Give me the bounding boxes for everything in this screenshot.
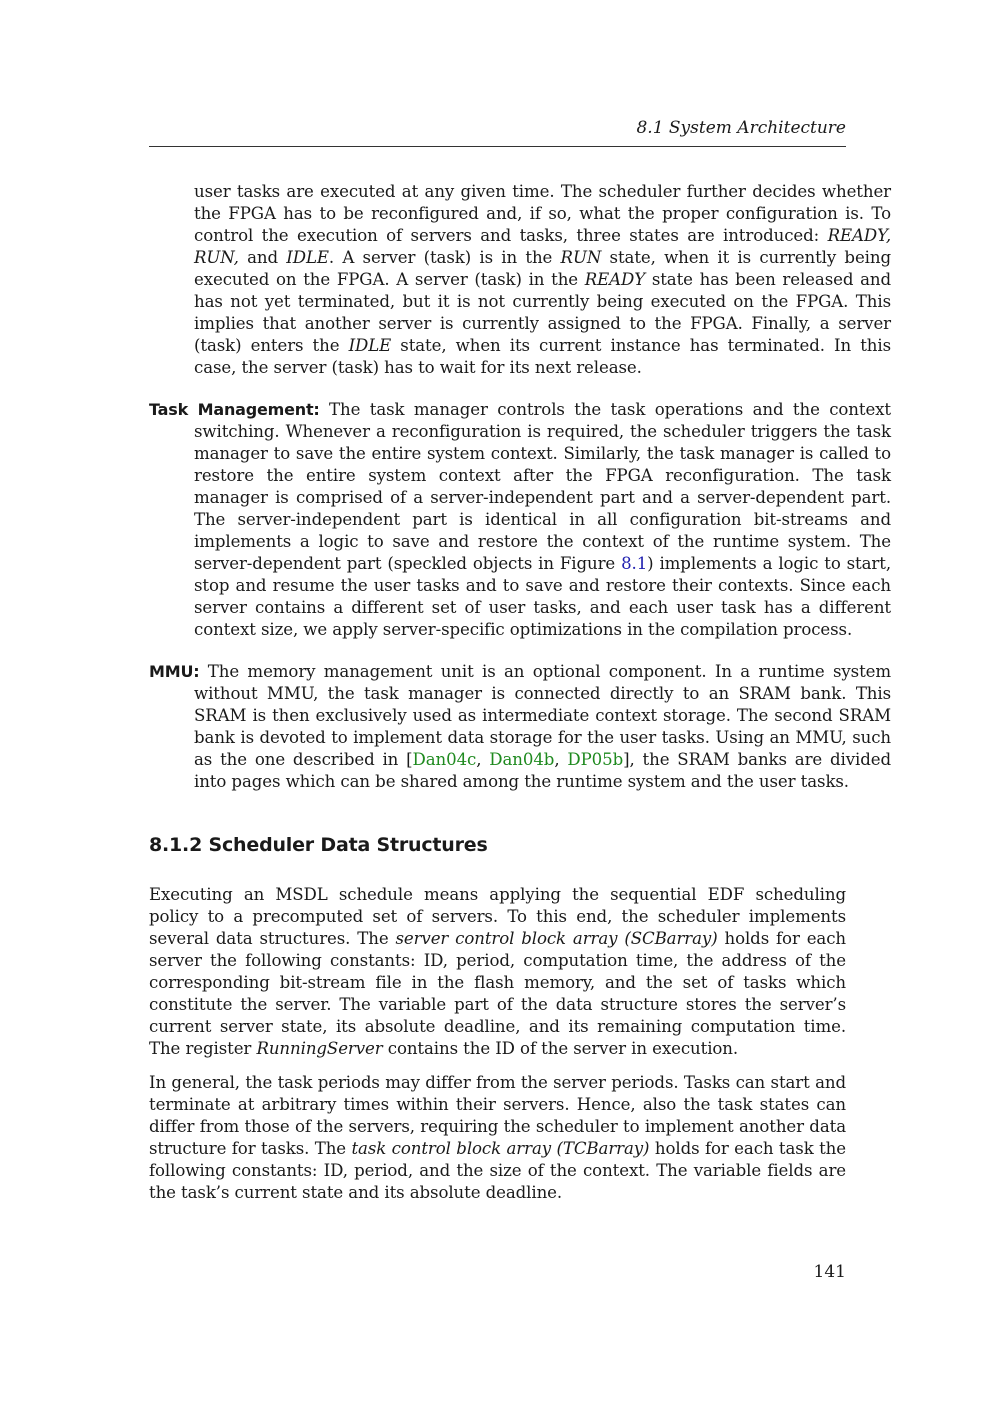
text-run: ], the SRAM banks are divided into pages which can be shared among the runtime system and the user tasks.: [194, 750, 891, 791]
figure-reference-link[interactable]: 8.1: [621, 554, 648, 573]
citation-link[interactable]: Dan04c: [412, 750, 477, 769]
body-paragraph: [149, 884, 846, 1060]
state-run: RUN: [560, 248, 602, 267]
text-run: The task manager controls the task operations and the context switching. Whenever a reconfiguration is required, the scheduler triggers the task manager to save the entire system context. Similarly, the task manager is called to restore the entire system context after the FPGA reconfiguration. The task manager is comprised of a server-independent part and a server-dependent part. The server-independent part is identical in all configuration bit-streams and implements a logic to save and restore the context of the runtime system. The server-dependent part (speckled objects in Figure: [194, 400, 892, 573]
citation-link[interactable]: Dan04b: [489, 750, 555, 769]
text-run: state, when its current instance has terminated. In this case, the server (task) has to wait for its next release.: [194, 336, 891, 377]
running-server-term: RunningServer: [256, 1039, 383, 1058]
scb-term: server control block array (SCBarray): [395, 929, 718, 948]
text-run: user tasks are executed at any given time. The scheduler further decides whether the FPGA has to be reconfigured and, if so, what the proper configuration is. To control the execution of servers and tasks, three states are introduced:: [194, 182, 891, 245]
page-number: 141: [813, 1262, 846, 1282]
text-run: ,: [476, 750, 490, 769]
citation-link[interactable]: DP05b: [567, 750, 624, 769]
body-paragraph: [149, 1072, 846, 1204]
text-run: In general, the task periods may differ from the server periods. Tasks can start and terminate at arbitrary times within their servers. Hence, also the task states can differ from those of the servers, requiring the scheduler to implement another data structure for tasks. The: [149, 1073, 846, 1158]
text-run: ,: [554, 750, 568, 769]
text-run: and: [238, 248, 287, 267]
mmu-item: [149, 661, 891, 793]
text-run: holds for each server the following constants: ID, period, computation time, the address of the corresponding bit-stream file in the flash memory, and the set of tasks which constitute the server. The variable part of the data structure stores the server’s current server state, its absolute deadline, and its remaining computation time. The register: [149, 929, 846, 1058]
text-run: ) implements a logic to start, stop and resume the user tasks and to save and restore their contexts. Since each server contains a different set of user tasks, and each user task has a different context size, we apply server-specific optimizations in the compilation process.: [194, 554, 891, 639]
task-management-item: [149, 399, 891, 641]
text-run: holds for each task the following constants: ID, period, and the size of the context. The variable fields are the task’s current state and its absolute deadline.: [149, 1139, 846, 1202]
text-run: Executing an MSDL schedule means applying the sequential EDF scheduling policy to a precomputed set of servers. To this end, the scheduler implements several data structures. The: [149, 885, 846, 948]
mmu-label: MMU:: [149, 662, 200, 681]
state-idle: IDLE: [348, 336, 392, 355]
text-run: state has been released and has not yet terminated, but it is not currently being executed on the FPGA. This implies that another server is currently assigned to the FPGA. Finally, a server (task) enters the: [194, 270, 891, 355]
text-run: state, when it is currently being executed on the FPGA. A server (task) in the: [194, 248, 891, 289]
tcb-term: task control block array (TCBarray): [351, 1139, 650, 1158]
state-ready: READY: [584, 270, 646, 289]
continuation-paragraph: [149, 181, 891, 379]
running-title: 8.1 System Architecture: [636, 118, 846, 138]
text-run: The memory management unit is an optional component. In a runtime system without MMU, the task manager is connected directly to an SRAM bank. This SRAM is then exclusively used as intermediate context storage. The second SRAM bank is devoted to implement data storage for the user tasks. Using an MMU, such as the one described in [: [194, 662, 891, 769]
state-ready-run: READY, RUN,: [194, 226, 891, 267]
text-run: . A server (task) is in the: [328, 248, 561, 267]
state-idle: IDLE: [286, 248, 329, 267]
task-management-label: Task Management:: [149, 400, 320, 419]
running-header: [149, 118, 846, 147]
text-run: contains the ID of the server in execution.: [382, 1039, 739, 1058]
section-heading: 8.1.2 Scheduler Data Structures: [149, 834, 488, 856]
